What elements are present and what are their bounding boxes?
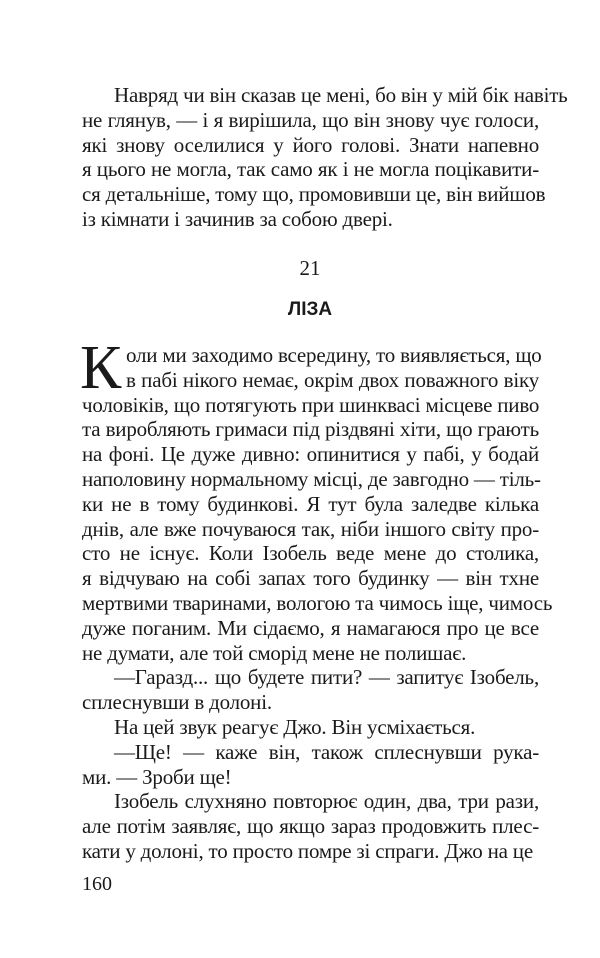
text-line: я відчуваю на собі запах того будинку — він тхне: [82, 566, 539, 591]
paragraph: [82, 715, 539, 740]
text-line: які знову оселилися у його голові. Знати напевно: [82, 132, 539, 157]
text-line: на фоні. Це дуже дивно: опинитися у пабі, у бодай: [82, 442, 539, 467]
paragraph: [82, 665, 539, 715]
page-number: 160: [82, 873, 112, 895]
text-line: не думати, але той сморід мене не полишає.: [82, 640, 467, 665]
text-line: із кімнати і зачинив за собою двері.: [82, 206, 393, 231]
text-line: дуже поганим. Ми сідаємо, я намагаюся про це все: [82, 615, 539, 640]
text-line: —Ще! — каже він, також сплеснувши рука-: [114, 739, 539, 764]
text-line: ки не в тому будинкові. Я тут була заледве кілька: [82, 491, 539, 516]
text-line: кати у долоні, то просто помре зі спраги. Джо на це: [82, 838, 533, 863]
text-line: оли ми заходимо всередину, то виявляється, що: [126, 343, 542, 367]
drop-cap: К: [80, 334, 122, 402]
text-line: наполовину нормальному місці, де завгодно — тіль-: [82, 466, 541, 491]
text-line: чоловіків, що потягують при шинквасі місцеве пиво: [82, 392, 540, 417]
text-line: днів, але вже почуваюся так, ніби іншого світу про-: [82, 516, 539, 541]
text-line: в пабі нікого немає, окрім двох поважного віку: [126, 367, 539, 392]
text-line: та виробляють гримаси під різдвяні хіти, що грають: [82, 417, 539, 442]
paragraph: [82, 740, 539, 790]
text-line: На цей звук реагує Джо. Він усміхається.: [114, 714, 476, 739]
text-line: сплеснувши в долоні.: [82, 690, 272, 715]
text-line: не глянув, — і я вирішила, що він знову чує голоси,: [82, 107, 539, 132]
text-line: Навряд чи він сказав це мені, бо він у мій бік навіть: [114, 83, 568, 107]
text-line: я цього не могла, так само як і не могла поцікавити-: [82, 157, 539, 182]
chapter-body: [80, 334, 553, 864]
intro-paragraph: [82, 83, 568, 232]
chapter-number: 21: [299, 256, 321, 280]
text-line: ся детальніше, тому що, промовивши це, він вийшов: [82, 182, 546, 207]
paragraph: [82, 343, 553, 665]
text-line: Ізобель слухняно повторює один, два, три рази,: [114, 789, 539, 814]
chapter-title: ЛІЗА: [287, 299, 333, 320]
text-line: —Гаразд... що будете пити? — запитує Ізобель,: [114, 665, 539, 690]
text-line: але потім заявляє, що якщо зараз продовжить плес-: [82, 814, 539, 839]
text-line: ми. — Зроби ще!: [82, 764, 232, 789]
text-line: сто не існує. Коли Ізобель веде мене до столика,: [82, 541, 539, 566]
text-line: мертвими тваринами, вологою та чимось іще, чимось: [82, 590, 553, 615]
paragraph: [82, 789, 539, 863]
